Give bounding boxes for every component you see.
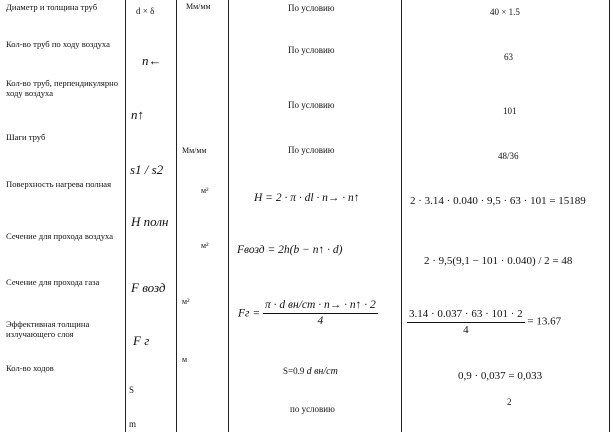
- symbol-d-delta: d × δ: [136, 6, 155, 16]
- symbol-n-across: n↑: [131, 107, 144, 122]
- value-air-section: 2 · 9,5(9,1 − 101 · 0.040) / 2 = 48: [424, 255, 573, 267]
- unit-gas-section: м²: [182, 297, 190, 306]
- formula-heating-surface: H = 2 · π · dl · n→ · n↑: [254, 192, 360, 204]
- formula-thickness-prefix: S=0.9: [283, 366, 305, 376]
- condition-diameter: По условию: [288, 3, 335, 13]
- value-heating-surface: 2 · 3.14 · 0.040 · 9,5 · 63 · 101 = 15189: [410, 195, 586, 207]
- formula-gas-fraction: [263, 299, 378, 328]
- value-tubes-along: 63: [504, 52, 513, 62]
- column-divider: [401, 0, 402, 432]
- value-diameter: 40 × 1.5: [490, 7, 520, 17]
- value-gas-section: [407, 308, 561, 336]
- formula-gas-numerator: π · d вн/ст · n→ · n↑ · 2: [263, 299, 378, 314]
- symbol-s: S: [129, 385, 135, 395]
- row-label-effective-thickness: Эффективная толщина излучающего слоя: [6, 319, 90, 339]
- condition-tubes-along: По условию: [288, 45, 335, 55]
- value-tubes-across: 101: [503, 106, 517, 116]
- column-divider: [125, 0, 126, 432]
- symbol-f-air: F возд: [131, 280, 166, 295]
- value-gas-result: = 13.67: [527, 315, 562, 328]
- formula-gas-lhs: Fг =: [238, 307, 261, 320]
- row-label-air-section: Сечение для прохода воздуха: [6, 231, 114, 241]
- row-label-passes: Кол-во ходов: [6, 363, 54, 373]
- unit-diameter: Мм/мм: [186, 2, 211, 11]
- value-pitch: 48/36: [498, 151, 519, 161]
- column-divider: [176, 0, 177, 432]
- value-gas-numerator: 3.14 · 0.037 · 63 · 101 · 2: [407, 308, 525, 323]
- row-label-tube-pitch: Шаги труб: [6, 132, 46, 142]
- formula-gas-section: [238, 299, 378, 328]
- symbol-m: m: [129, 419, 137, 429]
- row-label-tubes-across: Кол-во труб, перпендикулярно ходу воздуха: [6, 78, 119, 98]
- formula-thickness-d: d вн/ст: [306, 366, 338, 377]
- condition-tubes-across: По условию: [288, 100, 335, 110]
- symbol-h-full: H полн: [131, 214, 169, 229]
- unit-thickness: м: [182, 355, 188, 364]
- symbol-n-along: n←: [142, 53, 162, 68]
- column-divider: [228, 0, 229, 432]
- row-label-diameter: Диаметр и толщина труб: [6, 2, 98, 12]
- value-gas-denominator: 4: [463, 323, 469, 336]
- value-passes: 2: [507, 397, 512, 407]
- value-gas-fraction: [407, 308, 525, 336]
- formula-effective-thickness: [283, 366, 338, 378]
- row-label-gas-section: Сечение для прохода газа: [6, 277, 100, 287]
- formula-air-section: Fвозд = 2h(b − n↑ · d): [237, 244, 343, 256]
- condition-passes: по условию: [290, 404, 335, 414]
- unit-pitch: Мм/мм: [182, 146, 207, 155]
- symbol-s1-s2: s1 / s2: [130, 162, 164, 177]
- formula-gas-denominator: 4: [317, 315, 324, 328]
- unit-heating-surface: м²: [201, 186, 209, 195]
- unit-air-section: м²: [201, 241, 209, 250]
- condition-pitch: По условию: [288, 145, 335, 155]
- symbol-f-gas: F г: [133, 333, 150, 348]
- row-label-heating-surface: Поверхность нагрева полная: [6, 179, 112, 189]
- value-effective-thickness: 0,9 · 0,037 = 0,033: [458, 370, 543, 382]
- row-label-tubes-along: Кол-во труб по ходу воздуха: [6, 39, 110, 49]
